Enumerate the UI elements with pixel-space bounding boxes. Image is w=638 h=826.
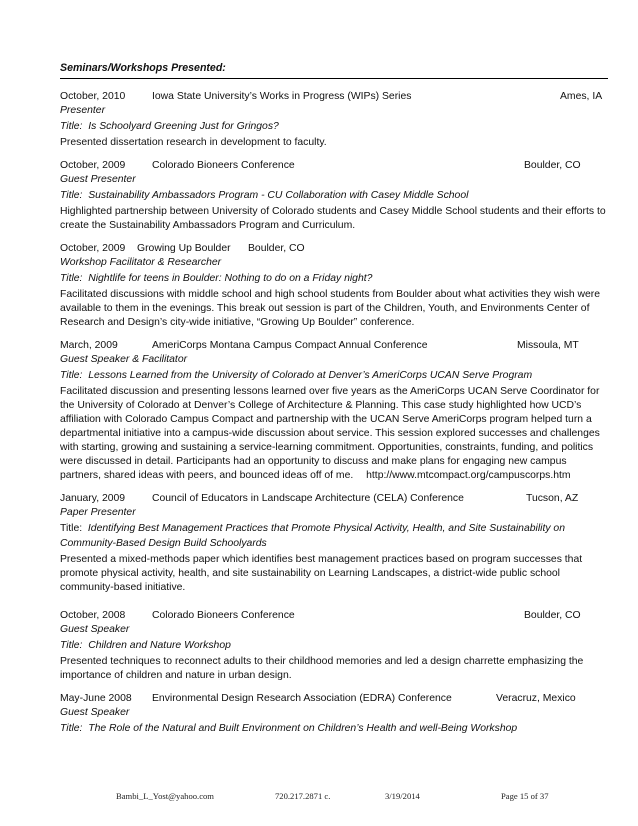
- entry-americorps-montana: [60, 339, 608, 483]
- entry-title-text: Sustainability Ambassadors Program - CU Collaboration with Casey Middle School: [88, 190, 469, 201]
- footer-email: Bambi_L_Yost@yahoo.com: [116, 791, 214, 801]
- campus-corps-link[interactable]: http://www.mtcompact.org/campuscorps.htm: [366, 470, 571, 481]
- entry-title-label: Title:: [60, 273, 83, 284]
- entry-header: [60, 492, 608, 506]
- entry-date: May-June 2008: [60, 693, 132, 704]
- entry-header: [60, 339, 608, 353]
- entry-date: October, 2010: [60, 91, 126, 102]
- entry-event: AmeriCorps Montana Campus Compact Annual Conference: [152, 340, 428, 351]
- entry-role: Presenter: [60, 105, 106, 116]
- entry-bioneers-2009: [60, 159, 608, 233]
- footer-date: 3/19/2014: [385, 791, 420, 801]
- entry-date: March, 2009: [60, 340, 118, 351]
- entry-role: Guest Speaker: [60, 624, 130, 635]
- resume-page: [60, 62, 608, 745]
- entry-iowa-state-wips: [60, 90, 608, 150]
- entry-role: Guest Speaker & Facilitator: [60, 354, 188, 365]
- entry-description: [60, 385, 608, 483]
- entry-title: [60, 271, 608, 286]
- entry-title-text: Is Schoolyard Greening Just for Gringos?: [88, 121, 279, 132]
- entry-description: Presented dissertation research in development to faculty.: [60, 137, 327, 148]
- entry-event: Iowa State University’s Works in Progress (WIPs) Series: [152, 91, 412, 102]
- entry-date: October, 2009: [60, 160, 126, 171]
- entry-event: Council of Educators in Landscape Architecture (CELA) Conference: [152, 493, 464, 504]
- entry-date: October, 2009: [60, 243, 126, 254]
- entry-growing-up-boulder: [60, 242, 608, 330]
- entry-location: Boulder, CO: [524, 610, 581, 621]
- entry-role: Paper Presenter: [60, 507, 136, 518]
- entry-title: [60, 721, 608, 736]
- entry-title-text: Nightlife for teens in Boulder: Nothing to do on a Friday night?: [88, 273, 373, 284]
- entry-date: October, 2008: [60, 610, 126, 621]
- entry-location: Veracruz, Mexico: [496, 693, 576, 704]
- entry-title-label: Title:: [60, 723, 83, 734]
- entry-title: [60, 638, 608, 653]
- section-heading: Seminars/Workshops Presented:: [60, 62, 608, 79]
- entry-title-label: Title:: [60, 190, 83, 201]
- entry-title-text: Lessons Learned from the University of Colorado at Denver’s AmeriCorps UCAN Serve Program: [88, 370, 533, 381]
- entry-location: Tucson, AZ: [526, 493, 579, 504]
- entry-title: [60, 368, 608, 383]
- entry-edra-2008: [60, 692, 608, 736]
- entry-header: [60, 242, 608, 256]
- entry-location: Boulder, CO: [248, 243, 305, 254]
- entry-title: [60, 188, 608, 203]
- entry-header: [60, 159, 608, 173]
- entry-title-text: The Role of the Natural and Built Environment on Children’s Health and well-Being Workshop: [88, 723, 518, 734]
- entry-event: Colorado Bioneers Conference: [152, 610, 295, 621]
- entry-description-text: Facilitated discussion and presenting lessons learned over five years as the AmeriCorps UCAN Serve Coordinator for the University of Colorado at Denver’s College of Architecture & Planning. This case study highlighted how UCD’s affiliation with Colorado Campus Compact and partnership with the UCAN Serve AmeriCorps program helped turn a departmental initiative into a campus-wide discussion about service. This session explored successes and challenges with starting, growing and sustaining a service-learning commitment. Opportunities, constraints, funding, and politics were discussed in detail. Participants had an opportunity to discuss and make plans for engaging new campus partners, shared ideas with peers, and bounced ideas off of me.: [60, 386, 600, 481]
- entry-event: Growing Up Boulder: [137, 243, 231, 254]
- entry-description: Presented a mixed-methods paper which identifies best management practices based on program successes that promote physical activity, health, and site sustainability on Learning Landscapes, a district-wide public school community-based initiative.: [60, 554, 583, 593]
- entry-title-text: Identifying Best Management Practices that Promote Physical Activity, Health, and Site Sustainability on Community-Based Design Build Schoolyards: [60, 523, 565, 549]
- entry-title-label: Title:: [60, 640, 83, 651]
- entry-description: Presented techniques to reconnect adults to their childhood memories and led a design charrette emphasizing the importance of children and nature in urban design.: [60, 656, 584, 681]
- entry-event: Environmental Design Research Association (EDRA) Conference: [152, 693, 452, 704]
- entry-title: [60, 119, 608, 134]
- entry-header: [60, 609, 608, 623]
- entry-header: [60, 692, 608, 706]
- entry-title-label: Title:: [60, 121, 83, 132]
- entry-location: Boulder, CO: [524, 160, 581, 171]
- entry-title-text: Children and Nature Workshop: [88, 640, 231, 651]
- entry-title: [60, 521, 608, 551]
- entry-cela-2009: [60, 492, 608, 595]
- entry-event: Colorado Bioneers Conference: [152, 160, 295, 171]
- entry-role: Workshop Facilitator & Researcher: [60, 257, 222, 268]
- entry-description: Highlighted partnership between University of Colorado students and Casey Middle School students and their efforts to create the Sustainability Ambassadors Program and Curriculum.: [60, 206, 606, 231]
- entry-title-label: Title:: [60, 523, 83, 534]
- entry-title-label: Title:: [60, 370, 83, 381]
- entry-description: Facilitated discussions with middle school and high school students from Boulder about what activities they wish were available to them in the evenings. This break out session is part of the Children, Youth, and Environments Center of Research and Design’s city-wide initiative, “Growing Up Boulder” conference.: [60, 289, 601, 328]
- entry-role: Guest Presenter: [60, 174, 136, 185]
- entry-bioneers-2008: [60, 609, 608, 683]
- entry-location: Ames, IA: [560, 91, 603, 102]
- entry-role: Guest Speaker: [60, 707, 130, 718]
- entry-location: Missoula, MT: [517, 340, 579, 351]
- entry-date: January, 2009: [60, 493, 126, 504]
- footer-phone: 720.217.2871 c.: [275, 791, 331, 801]
- footer-page-number: Page 15 of 37: [501, 791, 549, 801]
- entry-header: [60, 90, 608, 104]
- entries-list: [60, 90, 608, 736]
